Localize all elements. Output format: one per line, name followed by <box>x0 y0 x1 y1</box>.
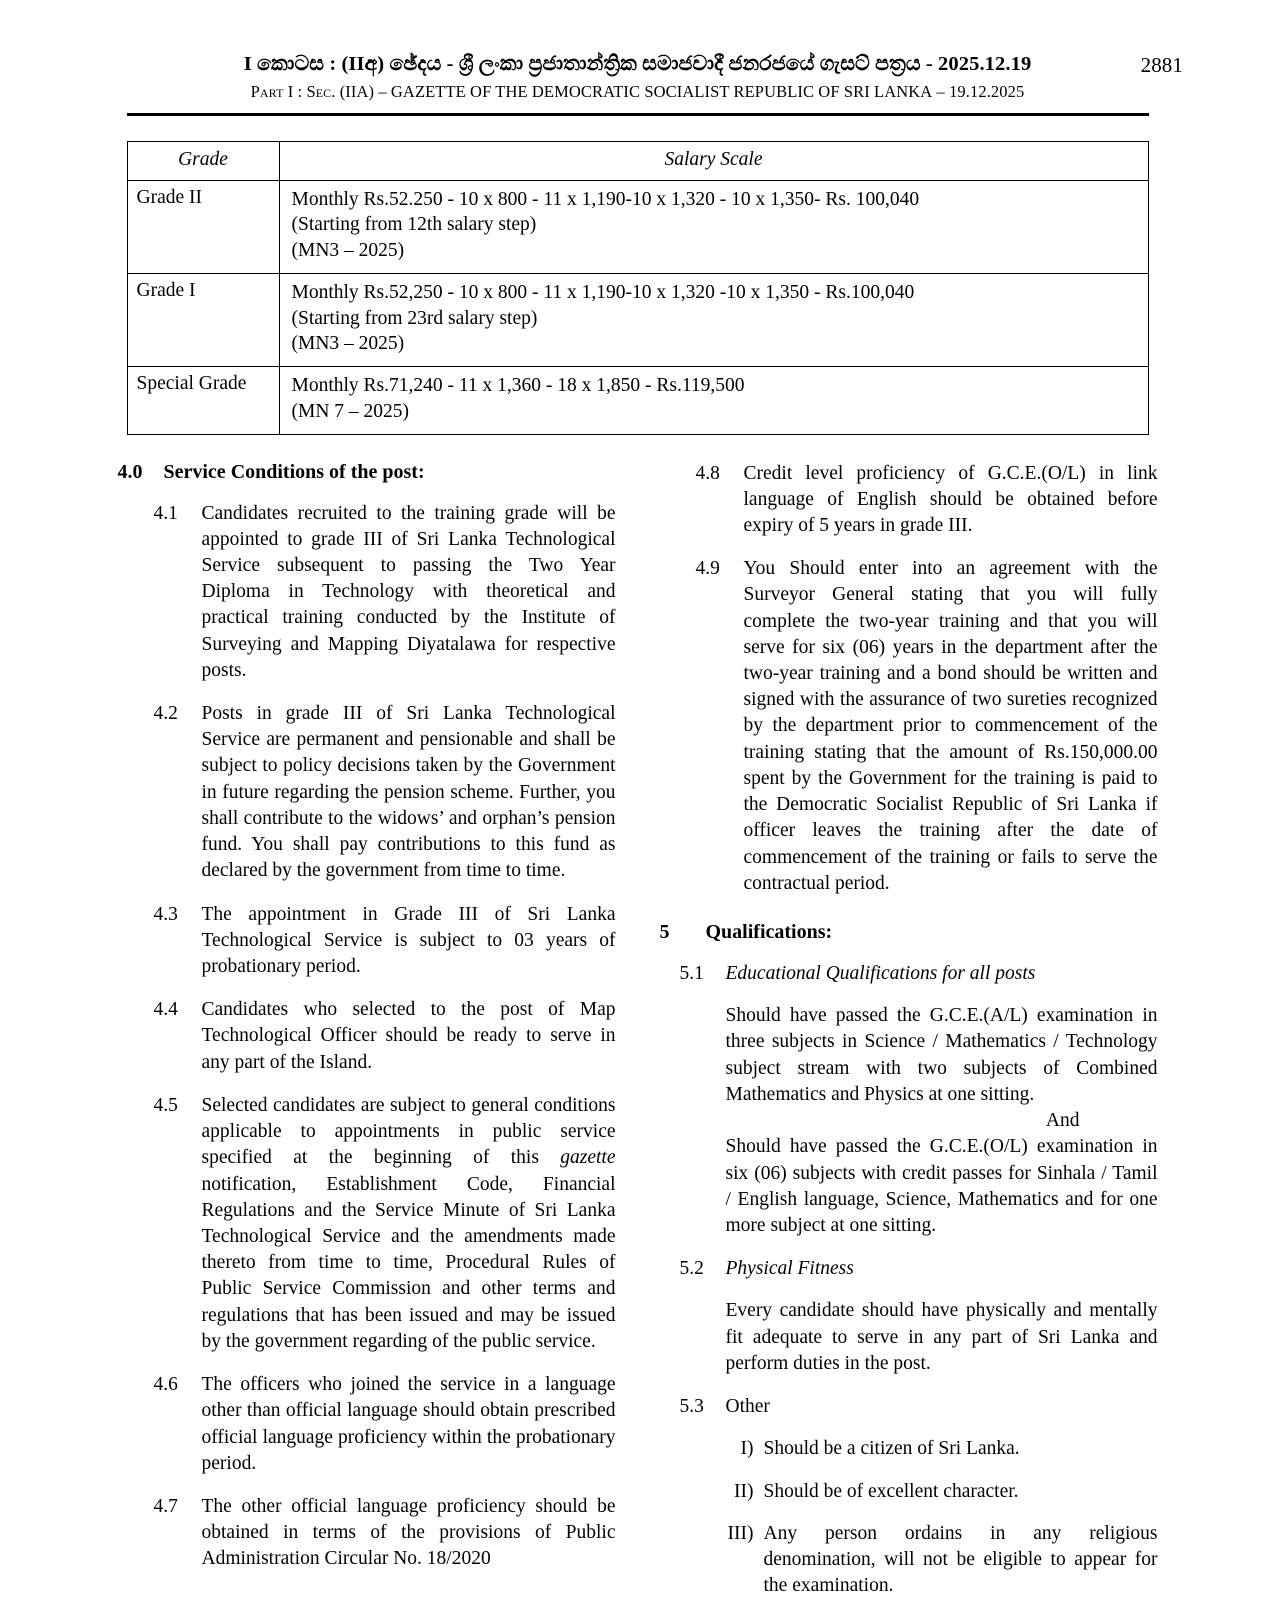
clause-4-6 <box>118 1372 616 1477</box>
clause-number: 4.9 <box>696 556 744 897</box>
table-row <box>127 367 1148 434</box>
left-column <box>118 461 616 1599</box>
header-english-caps: GAZETTE OF THE DEMOCRATIC SOCIALIST REPUBLIC OF SRI LANKA <box>391 82 932 101</box>
salary-scale-line: (Starting from 23rd salary step) <box>292 306 1139 332</box>
grade-cell: Special Grade <box>127 367 279 434</box>
clause-5-2 <box>660 1256 1158 1282</box>
clause-number: 4.3 <box>154 902 202 981</box>
grade-cell: Grade I <box>127 273 279 366</box>
right-column <box>660 461 1158 1599</box>
grade-cell: Grade II <box>127 180 279 273</box>
and-connector: And <box>726 1108 1158 1134</box>
clause-text-part2: notification, Establishment Code, Financial Regulations and the Service Minute of Sri Lanka Technological Service and the amendments made thereto from time to time, Procedural Rules of Public Service Commission and other terms and regulations that has been issued and may be issued by the government regarding of the public service. <box>202 1174 616 1352</box>
header-english-prefix: Part I : Sec. (IIA) – <box>251 82 391 101</box>
clause-5-3 <box>660 1394 1158 1420</box>
clause-5-1 <box>660 961 1158 987</box>
clause-4-1 <box>118 501 616 685</box>
salary-scale-cell <box>279 180 1148 273</box>
table-row <box>127 273 1148 366</box>
clause-heading: Other <box>726 1394 1158 1420</box>
section-4-number: 4.0 <box>118 461 164 484</box>
section-5-title: Qualifications: <box>706 921 1158 944</box>
clause-number: 5.1 <box>680 961 726 987</box>
clause-text: Candidates recruited to the training grade will be appointed to grade III of Sri Lanka Technological Service subsequent to passing the Two Year Diploma in Technology with theoretical and practical training conducted by the Institute of Surveying and Mapping Diyatalawa for respective posts. <box>202 501 616 685</box>
page-number: 2881 <box>1141 52 1183 78</box>
clause-text: The officers who joined the service in a language other than official language should obtain prescribed official language proficiency within the probationary period. <box>202 1372 616 1477</box>
roman-item-ii <box>660 1479 1158 1505</box>
roman-label: I) <box>720 1436 764 1462</box>
section-4-title: Service Conditions of the post: <box>164 461 616 484</box>
clause-number: 4.8 <box>696 461 744 540</box>
salary-scale-line: (MN 7 – 2025) <box>292 399 1139 425</box>
header-divider-rule <box>127 113 1149 116</box>
clause-text: Posts in grade III of Sri Lanka Technological Service are permanent and pensionable and shall be subject to policy decisions taken by the Government in future regarding the pension scheme. Further, you shall contribute to the widows’ and orphan’s pension fund. You shall pay contributions to this fund as declared by the government from time to time. <box>202 701 616 885</box>
salary-scale-cell <box>279 367 1148 434</box>
roman-text: Should be of excellent character. <box>764 1479 1158 1505</box>
roman-item-iii <box>660 1521 1158 1599</box>
table-col-header-salary-scale: Salary Scale <box>279 141 1148 180</box>
salary-scale-table <box>127 141 1149 435</box>
salary-scale-line: Monthly Rs.52.250 - 10 x 800 - 11 x 1,190-10 x 1,320 - 10 x 1,350- Rs. 100,040 <box>292 187 1139 213</box>
clause-4-7 <box>118 1494 616 1573</box>
clause-text <box>202 1093 616 1355</box>
clause-5-1-body <box>726 1003 1158 1239</box>
clause-4-5 <box>118 1093 616 1355</box>
header-sinhala-line <box>0 52 1275 78</box>
clause-4-4 <box>118 997 616 1076</box>
clause-number: 4.4 <box>154 997 202 1076</box>
clause-text-italic-gazette: gazette <box>560 1147 615 1168</box>
clause-5-1-body-part2: Should have passed the G.C.E.(O/L) examination in six (06) subjects with credit passes for Sinhala / Tamil / English language, Science, Mathematics and for one more subject at one sitting. <box>726 1136 1158 1236</box>
clause-number: 4.5 <box>154 1093 202 1355</box>
table-header-row <box>127 141 1148 180</box>
salary-scale-line: (MN3 – 2025) <box>292 238 1139 264</box>
clause-number: 5.2 <box>680 1256 726 1282</box>
page-header <box>0 0 1275 116</box>
salary-scale-line: Monthly Rs.71,240 - 11 x 1,360 - 18 x 1,850 - Rs.119,500 <box>292 373 1139 399</box>
table-row <box>127 180 1148 273</box>
clause-text: Candidates who selected to the post of Map Technological Officer should be ready to serve in any part of the Island. <box>202 997 616 1076</box>
roman-text: Any person ordains in any religious denomination, will not be eligible to appear for the examination. <box>764 1521 1158 1599</box>
roman-text: Should be a citizen of Sri Lanka. <box>764 1436 1158 1462</box>
salary-scale-line: Monthly Rs.52,250 - 10 x 800 - 11 x 1,190-10 x 1,320 -10 x 1,350 - Rs.100,040 <box>292 280 1139 306</box>
clause-4-8 <box>660 461 1158 540</box>
clause-text-part1: Selected candidates are subject to general conditions applicable to appointments in public service specified at the beginning of this <box>202 1095 616 1168</box>
clause-heading: Physical Fitness <box>726 1256 1158 1282</box>
body-columns <box>118 461 1158 1599</box>
clause-number: 4.2 <box>154 701 202 885</box>
clause-5-1-body-part1: Should have passed the G.C.E.(A/L) examination in three subjects in Science / Mathematics / Technology subject stream with two subjects of Combined Mathematics and Physics at one sitting. <box>726 1005 1158 1105</box>
clause-number: 5.3 <box>680 1394 726 1420</box>
clause-text: The appointment in Grade III of Sri Lanka Technological Service is subject to 03 years of probationary period. <box>202 902 616 981</box>
table-col-header-grade: Grade <box>127 141 279 180</box>
salary-scale-line: (MN3 – 2025) <box>292 331 1139 357</box>
clause-5-2-body: Every candidate should have physically and mentally fit adequate to serve in any part of Sri Lanka and perform duties in the post. <box>726 1298 1158 1377</box>
clause-4-3 <box>118 902 616 981</box>
section-5-number: 5 <box>660 921 706 944</box>
section-5-heading <box>660 921 1158 944</box>
clause-number: 4.7 <box>154 1494 202 1573</box>
roman-item-i <box>660 1436 1158 1462</box>
header-sinhala-text: I කොටස : (IIඅ) ඡේදය - ශ්‍රී ලංකා ප්‍රජාතාන්ත්‍රික සමාජවාදී ජනරජයේ ගැසට් පත්‍රය - 2025.12.19 <box>244 53 1032 75</box>
clause-text: Credit level proficiency of G.C.E.(O/L) in link language of English should be obtained before expiry of 5 years in grade III. <box>744 461 1158 540</box>
clause-number: 4.6 <box>154 1372 202 1477</box>
clause-4-2 <box>118 701 616 885</box>
clause-text: You Should enter into an agreement with the Surveyor General stating that you will fully complete the two-year training and that you will serve for six (06) years in the department after the two-year training and a bond should be written and signed with the assurance of two sureties recognized by the department prior to commencement of the training stating that the amount of Rs.150,000.00 spent by the Government for the training is paid to the Democratic Socialist Republic of Sri Lanka if officer leaves the training after the date of commencement of the training or fails to serve the contractual period. <box>744 556 1158 897</box>
clause-4-9 <box>660 556 1158 897</box>
clause-text: The other official language proficiency should be obtained in terms of the provisions of Public Administration Circular No. 18/2020 <box>202 1494 616 1573</box>
header-english-line <box>0 82 1275 102</box>
clause-number: 4.1 <box>154 501 202 685</box>
header-english-suffix: – 19.12.2025 <box>932 82 1024 101</box>
clause-heading: Educational Qualifications for all posts <box>726 961 1158 987</box>
roman-label: II) <box>720 1479 764 1505</box>
section-4-heading <box>118 461 616 484</box>
salary-scale-line: (Starting from 12th salary step) <box>292 212 1139 238</box>
salary-scale-cell <box>279 273 1148 366</box>
roman-label: III) <box>720 1521 764 1599</box>
